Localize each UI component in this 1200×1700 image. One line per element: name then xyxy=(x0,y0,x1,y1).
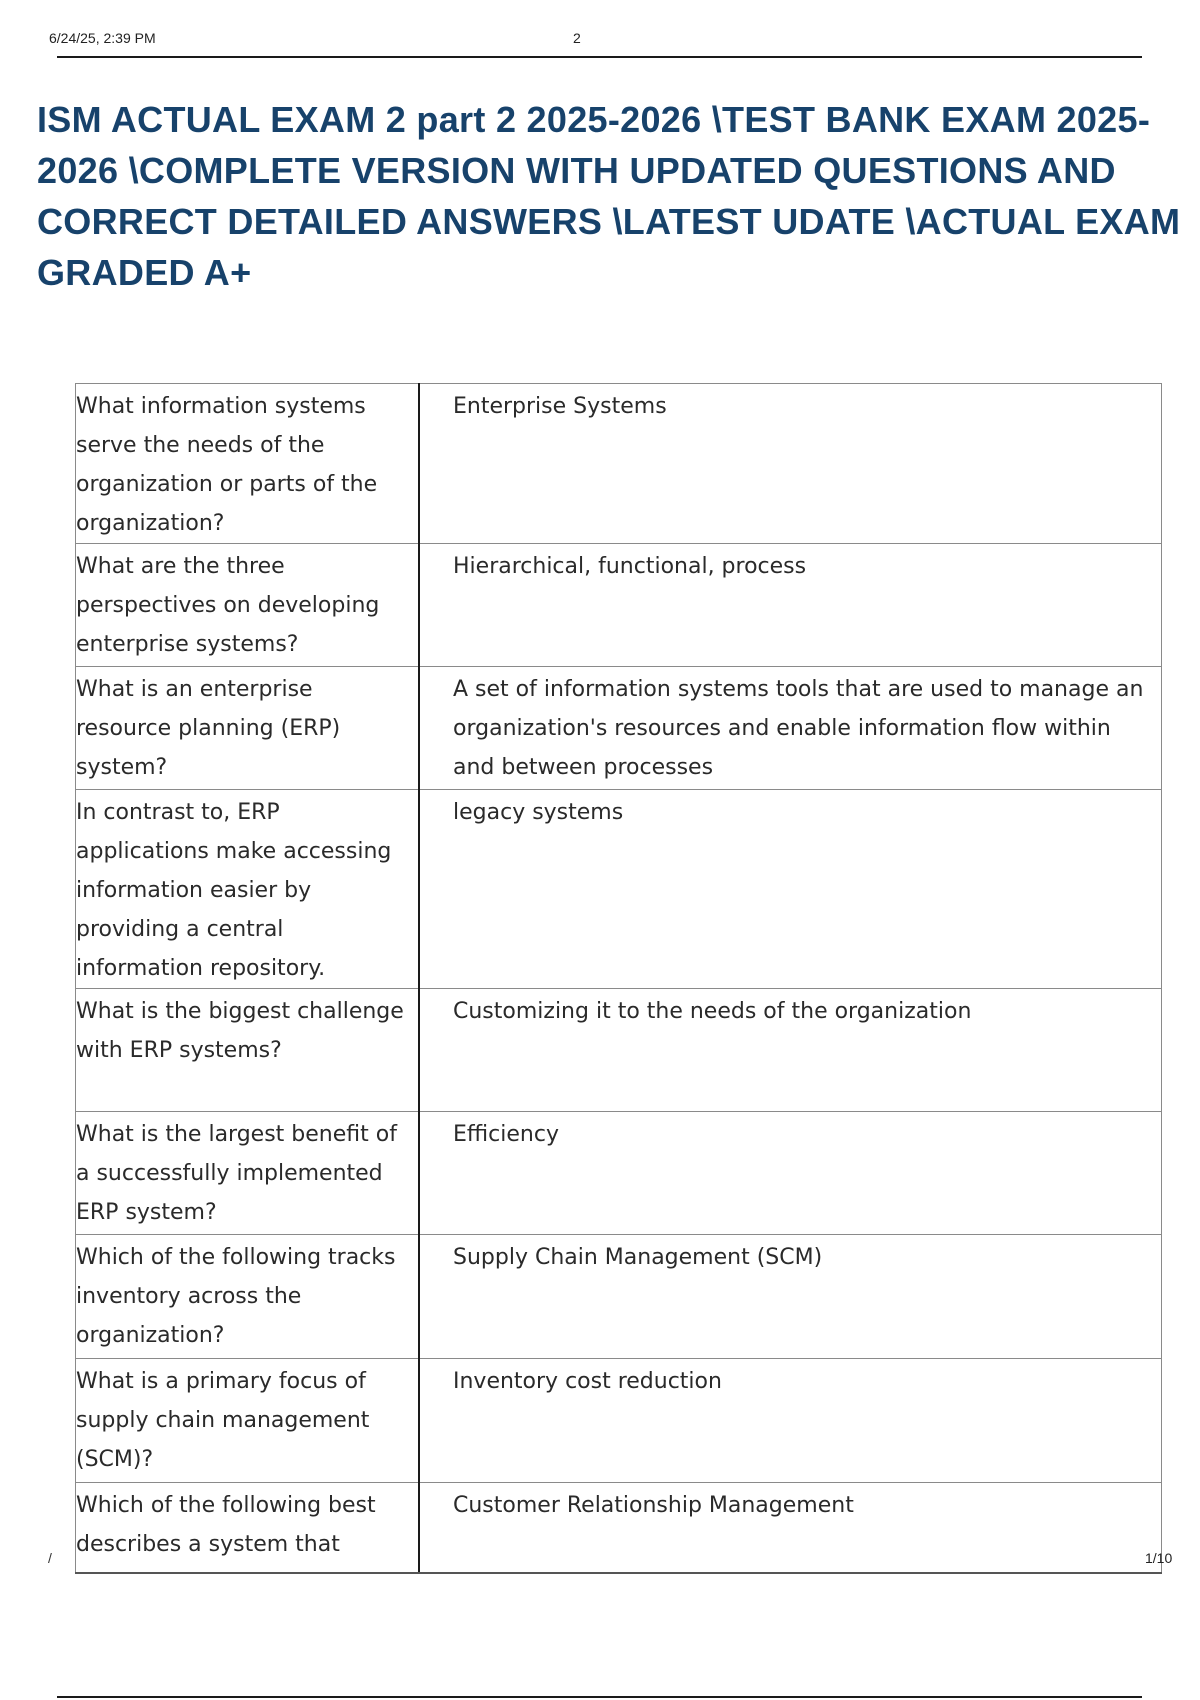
answer-cell: Enterprise Systems xyxy=(419,384,1162,544)
table-row xyxy=(76,1235,1162,1359)
answer-cell: Efficiency xyxy=(419,1112,1162,1235)
question-cell: Which of the following tracks inventory across the organization? xyxy=(76,1235,420,1359)
answer-cell: Customer Relationship Management xyxy=(419,1483,1162,1573)
question-cell: What information systems serve the needs of the organization or parts of the organization? xyxy=(76,384,420,544)
table-row xyxy=(76,1112,1162,1235)
question-cell: What is a primary focus of supply chain management (SCM)? xyxy=(76,1359,420,1483)
qa-table xyxy=(75,383,1162,1574)
question-cell: In contrast to, ERP applications make accessing information easier by providing a central information repository. xyxy=(76,790,420,989)
footer-divider xyxy=(57,1696,1142,1698)
print-date: 6/24/25, 2:39 PM xyxy=(49,30,156,46)
question-cell: Which of the following best describes a system that xyxy=(76,1483,420,1573)
header-divider xyxy=(57,56,1142,58)
table-row xyxy=(76,384,1162,544)
page-number: 2 xyxy=(573,30,581,46)
table-row xyxy=(76,667,1162,790)
table-row xyxy=(76,544,1162,667)
document-title: ISM ACTUAL EXAM 2 part 2 2025-2026 \TEST BANK EXAM 2025-2026 \COMPLETE VERSION WITH UPDATED QUESTIONS AND CORRECT DETAILED ANSWERS \LATEST UDATE \ACTUAL EXAM GRADED A+ xyxy=(37,99,1181,293)
table-row xyxy=(76,1359,1162,1483)
question-cell: What are the three perspectives on developing enterprise systems? xyxy=(76,544,420,667)
table-row xyxy=(76,1483,1162,1573)
answer-cell: Hierarchical, functional, process xyxy=(419,544,1162,667)
table-row xyxy=(76,989,1162,1112)
answer-cell: legacy systems xyxy=(419,790,1162,989)
answer-cell: Inventory cost reduction xyxy=(419,1359,1162,1483)
question-cell: What is the biggest challenge with ERP systems? xyxy=(76,989,420,1112)
table-row xyxy=(76,790,1162,989)
question-cell: What is the largest benefit of a successfully implemented ERP system? xyxy=(76,1112,420,1235)
question-cell: What is an enterprise resource planning (ERP) system? xyxy=(76,667,420,790)
footer-slash: / xyxy=(48,1550,52,1566)
answer-cell: Supply Chain Management (SCM) xyxy=(419,1235,1162,1359)
answer-cell: Customizing it to the needs of the organization xyxy=(419,989,1162,1112)
answer-cell: A set of information systems tools that are used to manage an organization's resources and enable information flow within and between processes xyxy=(419,667,1162,790)
page-count: 1/10 xyxy=(1145,1550,1173,1566)
